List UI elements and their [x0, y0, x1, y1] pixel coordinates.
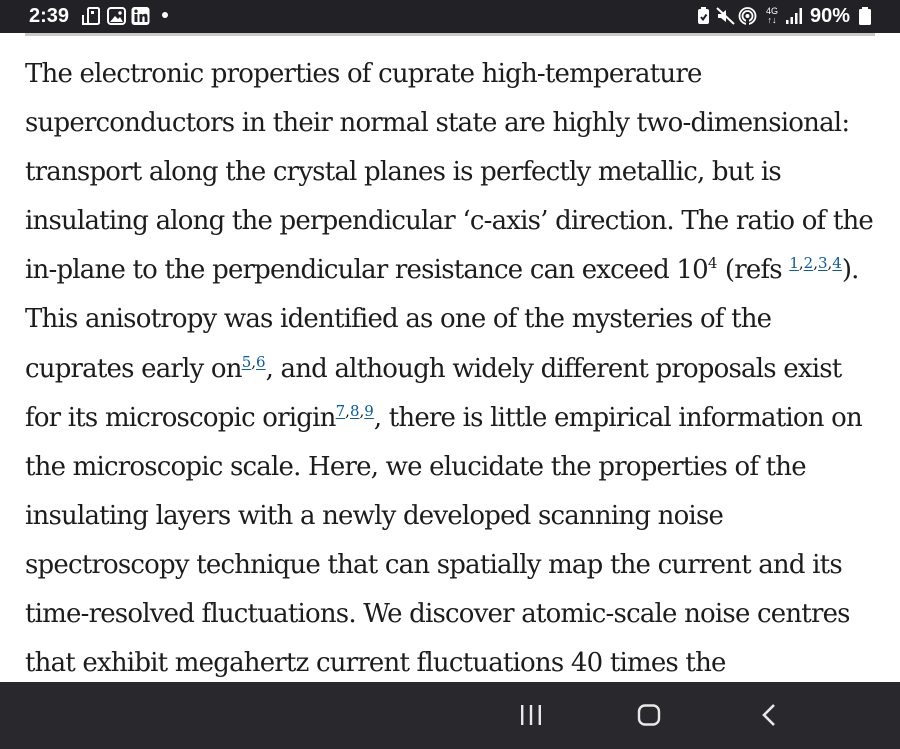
reference-link[interactable]: 3	[817, 254, 828, 273]
text-line: The electronic properties of cuprate high-temperature	[25, 59, 702, 89]
text-line: for its microscopic origin$^{7,8,9}$, there is little empirical information on	[25, 401, 862, 433]
text-segment: , there is little empirical information on	[373, 402, 862, 433]
text-segment: for its microscopic origin	[25, 402, 336, 433]
header-divider	[25, 33, 875, 36]
text-line: superconductors in their normal state are highly two-dimensional:	[25, 108, 850, 139]
home-icon[interactable]	[637, 704, 661, 726]
battery-saver-icon	[694, 7, 713, 25]
status-time: 2:39	[29, 5, 70, 27]
article-paragraph	[25, 50, 885, 688]
text-line: transport along the crystal planes is perfectly metallic, but is	[25, 157, 781, 188]
battery-icon	[858, 7, 872, 25]
text-segment: , and although widely different proposals exist	[265, 353, 842, 384]
gallery-icon	[107, 7, 126, 25]
reference-link[interactable]: 1	[789, 254, 799, 273]
text-segment: cuprates early on	[25, 353, 242, 384]
text-segment: in-plane to the perpendicular resistance can exceed 10	[25, 255, 708, 286]
reference-link[interactable]: 8	[349, 401, 360, 420]
linkedin-icon	[131, 7, 150, 25]
text-line: cuprates early on$^{5,6}$, and although widely different proposals exist	[25, 352, 842, 384]
exponent: 4	[707, 254, 718, 273]
text-line: insulating along the perpendicular ‘c-axis’ direction. The ratio of the	[25, 206, 874, 237]
text-line: This anisotropy was identified as one of the mysteries of the	[25, 304, 772, 335]
status-bar	[0, 0, 900, 33]
mute-icon	[716, 7, 735, 25]
text-line: in-plane to the perpendicular resistance can exceed $10^4$ (refs $^{1,2,3,4}$).	[25, 254, 859, 286]
text-segment: ).	[841, 255, 859, 286]
reference-link[interactable]: 6	[256, 352, 266, 371]
text-line: that exhibit megahertz current fluctuations 40 times the	[25, 648, 726, 679]
recent-apps-icon[interactable]	[519, 704, 543, 726]
battery-percentage: 90%	[810, 5, 851, 27]
reference-link[interactable]: 4	[832, 254, 842, 273]
text-line: the microscopic scale. Here, we elucidate the properties of the	[25, 451, 806, 482]
text-line: time-resolved fluctuations. We discover atomic-scale noise centres	[25, 599, 850, 630]
nfc-icon	[82, 7, 101, 25]
back-icon[interactable]	[760, 704, 780, 726]
text-segment: (refs	[717, 255, 790, 286]
reference-link[interactable]: 5	[241, 352, 252, 371]
reference-link[interactable]: 2	[803, 254, 814, 273]
navigation-bar	[0, 682, 900, 749]
hotspot-icon	[738, 7, 757, 25]
network-4g-icon: 4G ↑↓	[765, 6, 778, 25]
notification-dot	[162, 12, 168, 18]
text-line: spectroscopy technique that can spatially map the current and its	[25, 549, 842, 580]
text-line: insulating layers with a newly developed scanning noise	[25, 500, 724, 531]
network-type-label: 4G	[765, 6, 778, 16]
signal-icon	[785, 7, 804, 25]
reference-link[interactable]: 9	[364, 401, 374, 420]
reference-link[interactable]: 7	[335, 401, 346, 420]
